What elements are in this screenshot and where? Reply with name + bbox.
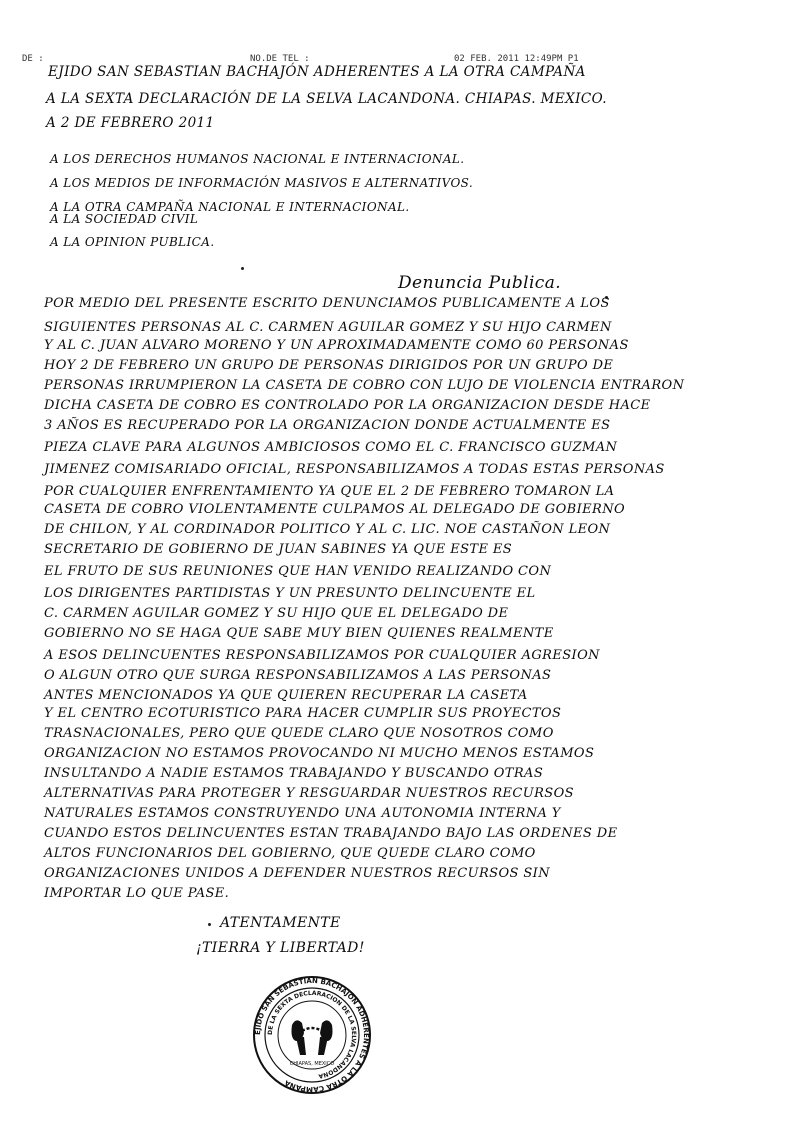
body-line: DICHA CASETA DE COBRO ES CONTROLADO POR LA ORGANIZACION DESDE HACE <box>44 398 651 413</box>
body-line: SECRETARIO DE GOBIERNO DE JUAN SABINES YA QUE ESTE ES <box>44 542 513 557</box>
body-line: Y EL CENTRO ECOTURISTICO PARA HACER CUMPLIR SUS PROYECTOS <box>44 706 562 721</box>
organization-seal <box>252 975 372 1095</box>
body-line: INSULTANDO A NADIE ESTAMOS TRABAJANDO Y BUSCANDO OTRAS <box>44 766 544 781</box>
seal-outer-text: EJIDO SAN SEBASTIAN BACHAJON ADHERENTES A LA OTRA CAMPAÑA <box>253 976 371 1094</box>
body-line: ALTOS FUNCIONARIOS DEL GOBIERNO, QUE QUEDE CLARO COMO <box>44 846 536 861</box>
body-line: SIGUIENTES PERSONAS AL C. CARMEN AGUILAR GOMEZ Y SU HIJO CARMEN <box>44 320 612 335</box>
body-line: ALTERNATIVAS PARA PROTEGER Y RESGUARDAR NUESTROS RECURSOS <box>44 786 574 801</box>
body-line: JIMENEZ COMISARIADO OFICIAL, RESPONSABILIZAMOS A TODAS ESTAS PERSONAS <box>44 462 665 477</box>
body-line: CASETA DE COBRO VIOLENTAMENTE CULPAMOS AL DELEGADO DE GOBIERNO <box>44 502 626 517</box>
body-line: ORGANIZACIONES UNIDOS A DEFENDER NUESTROS RECURSOS SIN <box>44 866 550 881</box>
recipient-item: A LA OPINION PUBLICA. <box>50 235 215 249</box>
body-line: PIEZA CLAVE PARA ALGUNOS AMBICIOSOS COMO EL C. FRANCISCO GUZMAN <box>44 440 618 455</box>
body-line: HOY 2 DE FEBRERO UN GRUPO DE PERSONAS DIRIGIDOS POR UN GRUPO DE <box>44 358 614 373</box>
seal-middle-ring <box>265 988 359 1082</box>
closing-attentive: ATENTAMENTE <box>220 915 341 931</box>
body-line: PERSONAS IRRUMPIERON LA CASETA DE COBRO CON LUJO DE VIOLENCIA ENTRARON <box>44 378 685 393</box>
body-line: NATURALES ESTAMOS CONSTRUYENDO UNA AUTONOMIA INTERNA Y <box>44 806 561 821</box>
ink-dot <box>208 923 211 926</box>
closing-slogan: ¡TIERRA Y LIBERTAD! <box>196 940 365 956</box>
fax-tel-label: NO.DE TEL : <box>250 54 310 64</box>
seal-bottom-text: CHIAPAS, MEXICO <box>289 1061 335 1067</box>
raised-fists-icon <box>292 1020 333 1055</box>
body-line: IMPORTAR LO QUE PASE. <box>44 886 230 901</box>
fax-from-label: DE : <box>22 54 44 64</box>
body-line: GOBIERNO NO SE HAGA QUE SABE MUY BIEN QUIENES REALMENTE <box>44 626 554 641</box>
body-line: ANTES MENCIONADOS YA QUE QUIEREN RECUPERAR LA CASETA <box>44 688 528 703</box>
body-line: Y AL C. JUAN ALVARO MORENO Y UN APROXIMADAMENTE COMO 60 PERSONAS <box>44 338 629 353</box>
ink-dot <box>241 267 244 270</box>
body-line: LOS DIRIGENTES PARTIDISTAS Y UN PRESUNTO DELINCUENTE EL <box>44 586 536 601</box>
heading-line: A 2 DE FEBRERO 2011 <box>46 115 215 131</box>
recipient-item: A LOS MEDIOS DE INFORMACIÓN MASIVOS E ALTERNATIVOS. <box>50 176 474 190</box>
heading-line: A LA SEXTA DECLARACIÓN DE LA SELVA LACANDONA. CHIAPAS. MEXICO. <box>46 91 607 107</box>
seal-inner-ring <box>278 1001 346 1069</box>
body-line: A ESOS DELINCUENTES RESPONSABILIZAMOS POR CUALQUIER AGRESION <box>44 648 600 663</box>
body-line: C. CARMEN AGUILAR GOMEZ Y SU HIJO QUE EL DELEGADO DE <box>44 606 509 621</box>
fax-date-stamp: 02 FEB. 2011 12:49PM P1 <box>454 54 579 64</box>
body-line: EL FRUTO DE SUS REUNIONES QUE HAN VENIDO REALIZANDO CON <box>44 564 552 579</box>
body-line: TRASNACIONALES, PERO QUE QUEDE CLARO QUE NOSOTROS COMO <box>44 726 554 741</box>
body-line: O ALGUN OTRO QUE SURGA RESPONSABILIZAMOS A LAS PERSONAS <box>44 668 552 683</box>
recipient-item: A LA SOCIEDAD CIVIL <box>50 212 199 226</box>
recipient-item: A LA OTRA CAMPAÑA NACIONAL E INTERNACIONAL. <box>50 200 410 214</box>
body-line: DE CHILON, Y AL CORDINADOR POLITICO Y AL C. LIC. NOE CASTAÑON LEON <box>44 522 611 537</box>
body-line: CUANDO ESTOS DELINCUENTES ESTAN TRABAJANDO BAJO LAS ORDENES DE <box>44 826 618 841</box>
seal-inner-text: DE LA SEXTA DECLARACION DE LA SELVA LACANDONA <box>266 989 358 1080</box>
body-line: ORGANIZACION NO ESTAMOS PROVOCANDO NI MUCHO MENOS ESTAMOS <box>44 746 595 761</box>
body-line: POR CUALQUIER ENFRENTAMIENTO YA QUE EL 2 DE FEBRERO TOMARON LA <box>44 484 615 499</box>
body-line: POR MEDIO DEL PRESENTE ESCRITO DENUNCIAMOS PUBLICAMENTE A LOS <box>44 296 610 311</box>
document-title: Denuncia Publica. <box>398 273 562 293</box>
body-line: 3 AÑOS ES RECUPERADO POR LA ORGANIZACION DONDE ACTUALMENTE ES <box>44 418 611 433</box>
recipient-item: A LOS DERECHOS HUMANOS NACIONAL E INTERNACIONAL. <box>50 152 465 166</box>
heading-line: EJIDO SAN SEBASTIAN BACHAJÓN ADHERENTES A LA OTRA CAMPAÑA <box>48 64 586 80</box>
